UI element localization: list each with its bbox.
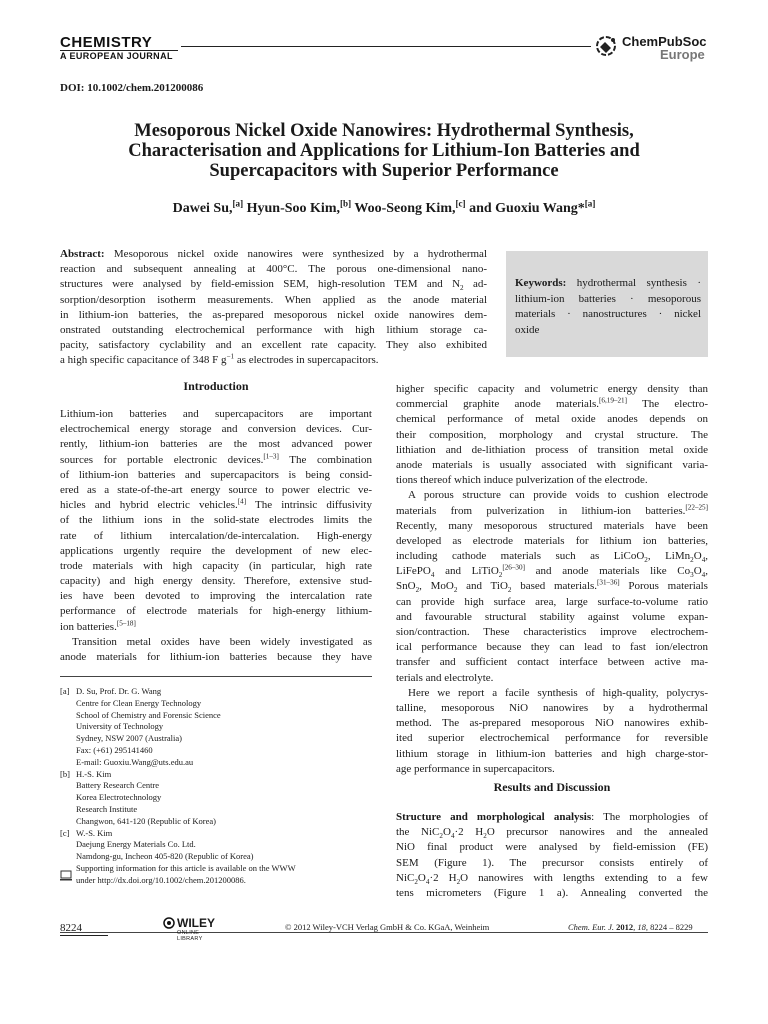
author-list [60, 198, 708, 217]
results-heading: Results and Discussion [493, 780, 611, 794]
keywords: Keywords: hydrothermal synthesis · lithium-ion batteries · mesoporous materials · nanostructures · nickel oxide [515, 277, 701, 336]
doi: DOI: 10.1002/chem.201200086 [60, 82, 204, 94]
chempubsoc-logo-icon [593, 34, 619, 58]
article-title [60, 121, 708, 181]
page-number-rule [60, 935, 108, 936]
supporting-info-icon [60, 870, 72, 881]
title-line: Characterisation and Applications for Lithium-Ion Batteries and [128, 141, 640, 161]
journal-title: CHEMISTRY [60, 34, 153, 51]
subsection-title: Structure and morphological analysis [396, 811, 592, 823]
copyright: © 2012 Wiley-VCH Verlag GmbH & Co. KGaA, Weinheim [285, 922, 490, 932]
abstract-label: Abstract: [60, 248, 105, 260]
wiley-logo [163, 916, 223, 942]
author-name: and Guoxiu Wang* [469, 201, 585, 216]
footnote-rule [60, 676, 372, 677]
author-name: Hyun-Soo Kim, [246, 201, 340, 216]
introduction-heading: Introduction [183, 379, 249, 393]
keywords-label: Keywords: [515, 277, 567, 289]
introduction-section: Introduction Lithium-ion batteries and supercapacitors are important electrochemical energy storage and conversion devices. Cur- rently, lithium-ion batteries are the most advanced power sources for portable electronic devices.[1–3] The combination of lithium-ion batteries and supercapacitors is being consid- ered as a state-of-the-art energy source to power electric ve- hicles and hybrid electric vehicles.[4] The intrinsic diffusivity of the lithium ions in the solid-state electrodes limits the rate of lithium intercalation/de-intercalation. High-energy applications urgently require the development of new elec- trode materials with high capacity (in particular, high rate capacity) and high energy density. Therefore, extensive stud- ies have been devoted to improving the intercalation rate performance of electrode materials for high-energy lithium- ion batteries.[5–18] Transition metal oxides have been widely investigated as anode materials for lithium-ion batteries because they have [60, 379, 372, 663]
wiley-wordmark: WILEY [177, 916, 215, 930]
author-affiliation: [b] [339, 198, 352, 209]
citation: Chem. Eur. J. 2012, 18, 8224 – 8229 [568, 922, 693, 932]
title-line: Mesoporous Nickel Oxide Nanowires: Hydrothermal Synthesis, [134, 121, 634, 141]
footer-rule [60, 932, 708, 933]
author-affiliation: [a] [584, 198, 596, 209]
author-affiliation: [a] [232, 198, 244, 209]
chempubsoc-title: ChemPubSoc [622, 34, 707, 49]
page-number: 8224 [60, 922, 82, 934]
chempubsoc-subtitle: Europe [660, 47, 705, 62]
supporting-info-link[interactable]: under http://dx.doi.org/10.1002/chem.201200086. [76, 874, 246, 885]
keywords-box [506, 251, 708, 357]
author-name: Woo-Seong Kim, [354, 201, 456, 216]
results-section: Results and Discussion Structure and morphological analysis: The morphologies of the $NiC_2O_4\cdot 2$ $H_2O$ precursor nanowires and the annealed NiO final product were analysed by field-emission (FE) SEM (Figure 1). The precursor consists entirely of $NiC_2O_4\cdot 2$ $H_2O$ nanowires with lengths extending to a few tens micrometers (Figure 1 a). Annealing converted the [396, 780, 709, 899]
author-name: Dawei Su, [172, 201, 233, 216]
affiliations: [a] D. Su, Prof. Dr. G. Wang Centre for Clean Energy Technology School of Chemistry and Forensic Science University of Technology Sydney, NSW 2007 (Australia) Fax: (+61) 295141460 E-mail: Guoxiu.Wang@uts.edu.au [b] H.-S. Kim Battery Research Centre Korea Electrotechnology Research Institute Changwon, 641-120 (Republic of Korea) [c] W.-S. Kim Daejung Energy Materials Co. Ltd. Namdong-gu, Incheon 405-820 (Republic of Korea) Supporting information for this article is available on the WWW under http://dx.doi.org/10.1002/chem.201200086. [60, 686, 372, 887]
introduction-continued: higher specific capacity and volumetric energy density than commercial graphite anode materials.[6,19–21] The electro- chemical performance of metal oxide anodes depends on their composition, morphology and crystal structure. The lithiation and de-lithiation process of transition metal oxide anode materials is usually associated with significant varia- tions thereof which induce pulverization of the electrode. A porous structure can provide voids to cushion electrode materials from pulverization in lithium-ion batteries.[22–25] Recently, many mesoporous structured materials have been developed as electrode materials for lithium ion batteries, including cathode materials such as LiCoO$_2$, $LiMn_2O_4$, LiFePO$_4$ and LiTiO$_2$[26–30] and anode materials like $Co_3O_4$, SnO$_2$, MoO$_2$ and TiO$_2$ based materials.[31–36] Porous materials can provide high surface area, large surface-to-volume ratio and favourable structural stability against volume expan- sion/contraction. These characteristics improve electrochem- ical performance because they can lead to fast ion/electron transfer and sufficient contact interface between active ma- terials and electrolyte. Here we report a facile synthesis of high-quality, polycrys- talline, mesoporous NiO nanowires by a hydrothermal method. The as-prepared mesoporous NiO nanowires exhib- ited superior electrochemical performance for reversible lithium storage in lithium-ion batteries and high charge-stor- age performance in supercapacitors. [396, 383, 709, 775]
supporting-info: Supporting information for this article is available on the WWW [76, 862, 296, 873]
journal-subtitle: A EUROPEAN JOURNAL [60, 51, 173, 61]
title-line: Supercapacitors with Superior Performance [209, 161, 559, 181]
author-affiliation: [c] [455, 198, 466, 209]
wiley-logo-icon [163, 917, 175, 929]
header-rule [181, 46, 591, 47]
wiley-online-library: ONLINE LIBRARY [177, 930, 203, 942]
abstract: Abstract: Mesoporous nickel oxide nanowires were synthesized by a hydrothermal reaction and subsequent annealing at 400°C. The porous one-dimensional nano- structures were analysed by field-emission SEM, high-resolution TEM and $N_2$ ad- sorption/desorption isotherm measurements. When applied as the anode material in lithium-ion batteries, the as-prepared mesoporous nickel oxide nanowires dem- onstrated outstanding electrochemical performance with high lithium storage ca- pacity, satisfactory cyclability and an excellent rate capacity. They also exhibited a high specific capacitance of 348 F $g^{-1}$ as electrodes in supercapacitors. [60, 248, 488, 367]
